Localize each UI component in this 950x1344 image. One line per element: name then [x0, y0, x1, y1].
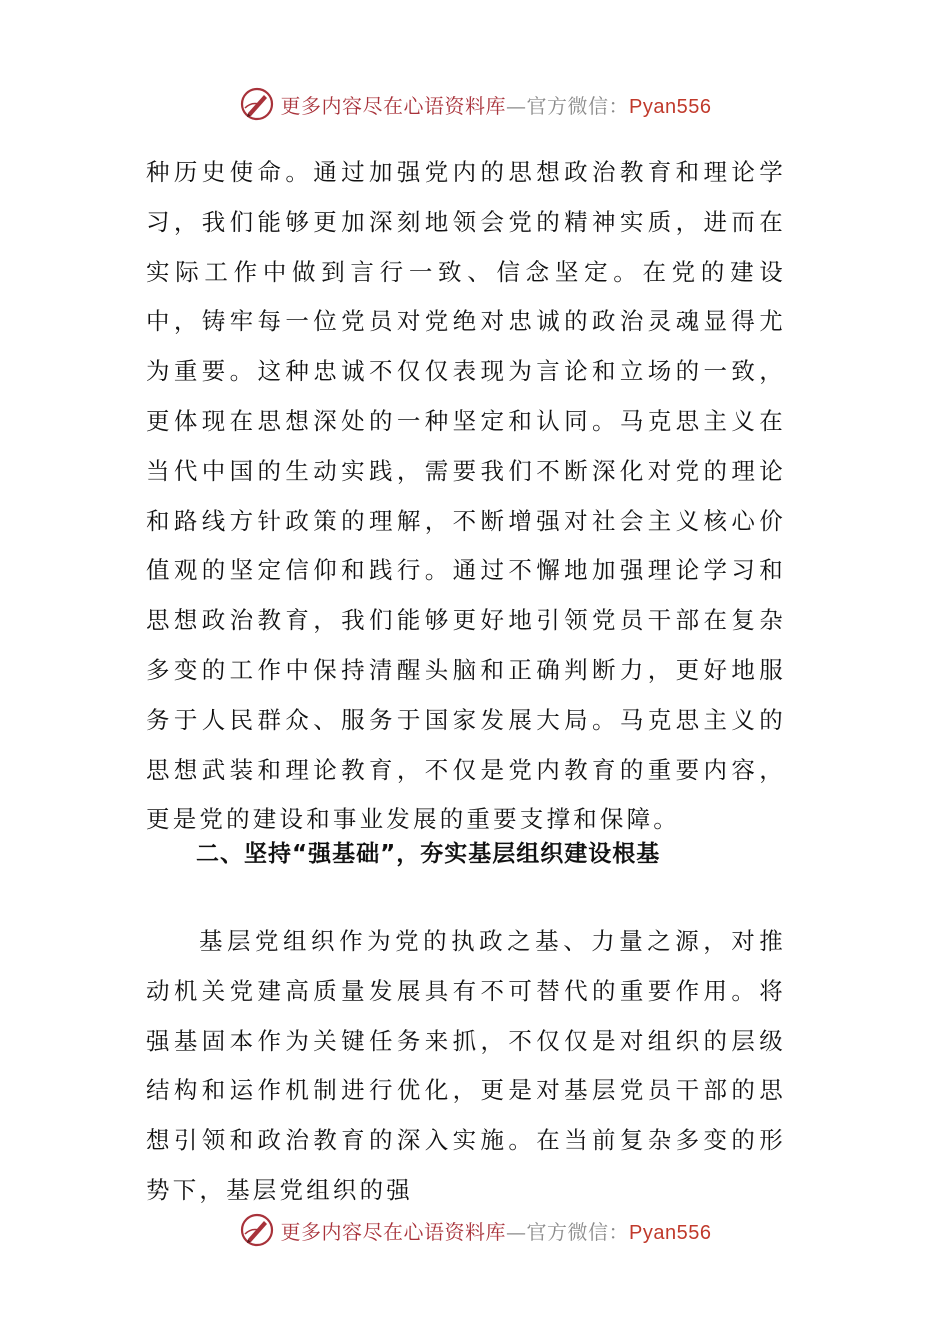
header-wechat-id: Pyan556	[629, 95, 712, 118]
footer-banner-text	[281, 1216, 712, 1245]
header-dash: —	[506, 93, 527, 118]
document-body-bottom	[146, 917, 786, 1216]
header-site-text: 更多内容尽在心语资料库	[280, 93, 507, 118]
pen-logo-icon	[239, 86, 275, 122]
paragraph-2: 基层党组织作为党的执政之基、力量之源，对推动机关党建高质量发展具有不可替代的重要作用。将强基固本作为关键任务来抓，不仅仅是对组织的层级结构和运作机制进行优化，更是对基层党员干部的思想引领和政治教育的深入实施。在当前复杂多变的形势下，基层党组织的强	[146, 927, 786, 1204]
footer-banner	[0, 1208, 950, 1252]
footer-banner-inner	[239, 1212, 712, 1248]
footer-wechat-id: Pyan556	[629, 1221, 712, 1244]
document-body-top	[146, 148, 786, 845]
header-banner-text	[281, 90, 712, 119]
footer-wechat-label: 官方微信：	[526, 1219, 630, 1244]
header-banner-inner	[239, 86, 712, 122]
header-banner	[0, 82, 950, 126]
section-heading: 二、坚持“强基础”，夯实基层组织建设根基	[196, 841, 661, 867]
pen-logo-icon	[239, 1212, 275, 1248]
paragraph-1: 种历史使命。通过加强党内的思想政治教育和理论学习，我们能够更加深刻地领会党的精神实质，进而在实际工作中做到言行一致、信念坚定。在党的建设中，铸牢每一位党员对党绝对忠诚的政治灵魂显得尤为重要。这种忠诚不仅仅表现为言论和立场的一致，更体现在思想深处的一种坚定和认同。马克思主义在当代中国的生动实践，需要我们不断深化对党的理论和路线方针政策的理解，不断增强对社会主义核心价值观的坚定信仰和践行。通过不懈地加强理论学习和思想政治教育，我们能够更好地引领党员干部在复杂多变的工作中保持清醒头脑和正确判断力，更好地服务于人民群众、服务于国家发展大局。马克思主义的思想武装和理论教育，不仅是党内教育的重要内容，更是党的建设和事业发展的重要支撑和保障。	[146, 158, 786, 834]
footer-dash: —	[506, 1219, 527, 1244]
footer-site-text: 更多内容尽在心语资料库	[280, 1219, 507, 1244]
header-wechat-label: 官方微信：	[526, 93, 630, 118]
